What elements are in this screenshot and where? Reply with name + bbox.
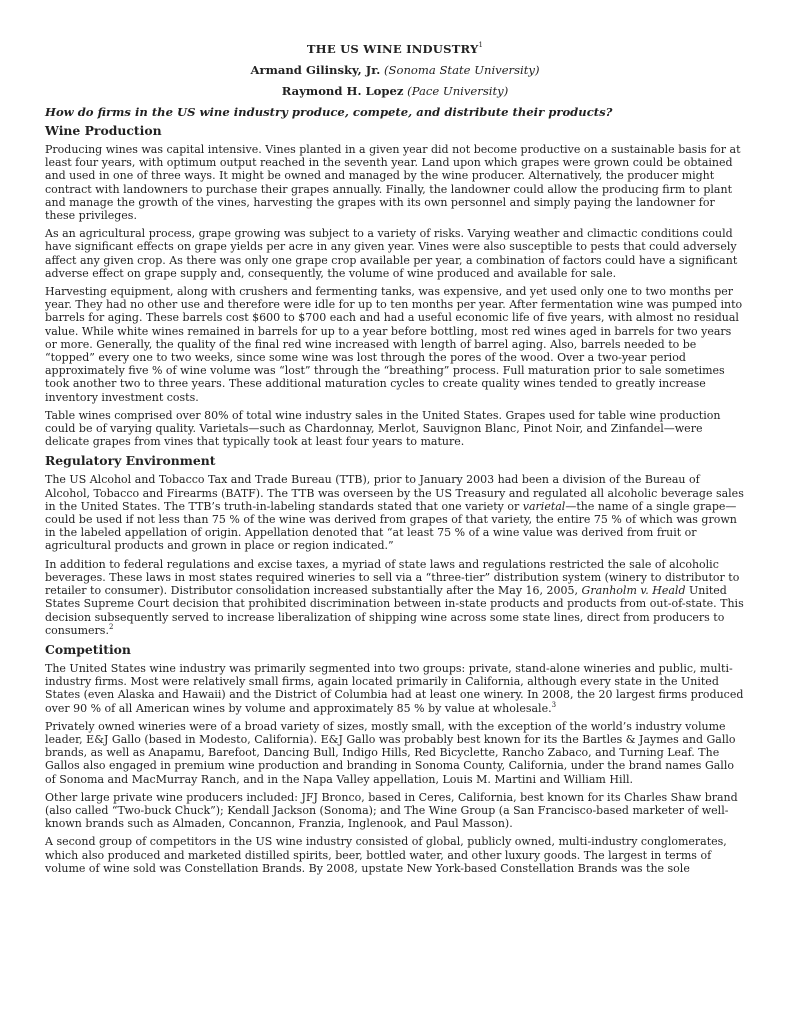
paragraph: As an agricultural process, grape growing was subject to a variety of risks. Varying weather and climactic conditions could have significant effects on grape yields per acre in any given year. Vines were also susceptible to pests that could adversely affect any given crop. As there was only one grape crop available per year, a combination of factors could have a significant adverse effect on grape supply and, consequently, the volume of wine produced and available for sale. — [45, 227, 738, 280]
title-footnote-marker[interactable]: 1 — [478, 41, 484, 49]
paragraph — [45, 662, 745, 715]
author-name: Raymond H. Lopez — [281, 84, 404, 98]
document-title — [45, 38, 745, 57]
text-run: The US Alcohol and Tobacco Tax and Trade Bureau (TTB), prior to January 2003 had been a division of the Bureau of Alcohol, Tobacco and Firearms (BATF). The TTB was overseen by the US Treasury and regulated all alcoholic beverage sales in the United States. The TTB’s truth-in-labeling standards stated that one variety or — [45, 473, 744, 513]
text-run: The United States wine industry was primarily segmented into two groups: private, stand-alone wineries and public, multi-industry firms. Most were relatively small firms, again located primarily in California, although every state in the United States (even Alaska and Hawaii) and the District of Columbia had at least one winery. In 2008, the 20 largest firms produced over 90 % of all American wines by volume and approximately 85 % by value at wholesale. — [45, 661, 744, 715]
paragraph — [45, 558, 745, 637]
author-affiliation: (Sonoma State University) — [384, 63, 540, 77]
text-run: —the name of a single grape—could be used if not less than 75 % of the wine was derived from grapes of that variety, the entire 75 % of which was grown in the labeled appellation of origin. Appellation denoted that “at least 75 % of a wine value was derived from fruit or agricultural products and grown in place or region indicated.” — [45, 499, 737, 553]
paragraph: Table wines comprised over 80% of total wine industry sales in the United States. Grapes used for table wine production could be of varying quality. Varietals—such as Chardonnay, Merlot, Sauvignon Blanc, Pinot Noir, and Zinfandel—were delicate grapes from vines that typically took at least four years to mature. — [45, 408, 721, 449]
footnote-marker[interactable]: 2 — [108, 622, 114, 631]
title-text: THE US WINE INDUSTRY — [306, 42, 479, 56]
paragraph: Other large private wine producers included: JFJ Bronco, based in Ceres, California, best known for its Charles Shaw brand (also called “Two-buck Chuck”); Kendall Jackson (Sonoma); and The Wine Group (a San Francisco-based marketer of well-known brands such as Almaden, Concannon, Franzia, Inglenook, and Paul Masson). — [45, 790, 738, 831]
author-line-2 — [45, 84, 745, 99]
author-name: Armand Gilinsky, Jr. — [250, 63, 381, 77]
paragraph — [45, 473, 745, 552]
paragraph: A second group of competitors in the US wine industry consisted of global, publicly owned, multi-industry conglomerates, which also produced and marketed distilled spirits, beer, bottled water, and other luxury goods. The largest in terms of volume of wine sold was Constellation Brands. By 2008, upstate New York-based Constellation Brands was the sole — [45, 835, 727, 875]
section-heading-regulatory-environment: Regulatory Environment — [45, 453, 216, 469]
guiding-question: How do firms in the US wine industry produce, compete, and distribute their products? — [45, 105, 613, 119]
document-page — [45, 38, 745, 880]
section-heading-competition: Competition — [45, 641, 131, 657]
author-line-1 — [45, 63, 745, 78]
paragraph: Producing wines was capital intensive. Vines planted in a given year did not become productive on a sustainable basis for at least four years, with optimum output reached in the seventh year. Land upon which grapes were grown could be obtained and used in one of three ways. It might be owned and managed by the wine producer. Alternatively, the producer might contract with landowners to purchase their grapes annually. Finally, the landowner could allow the producing firm to plant and manage the growth of the vines, harvesting the grapes with its own personnel and simply paying the landowner for these privileges. — [45, 143, 741, 223]
emphasis-text: varietal — [522, 499, 566, 513]
paragraph: Harvesting equipment, along with crushers and fermenting tanks, was expensive, and yet used only one to two months per year. They had no other use and therefore were idle for up to ten months per year. After fermentation wine was pumped into barrels for aging. These barrels cost $600 to $700 each and had a useful economic life of five years, with almost no residual value. While white wines remained in barrels for up to a year before bottling, most red wines aged in barrels for two years or more. Generally, the quality of the final red wine increased with length of barrel aging. Also, barrels needed to be “topped” every one to two weeks, since some wine was lost through the pores of the wood. Over a two-year period approximately five % of wine volume was “lost” through the “breathing” process. Full maturation prior to sale sometimes took another two to three years. These additional maturation cycles to create quality wines tended to greatly increase inventory investment costs. — [45, 285, 743, 404]
footnote-marker[interactable]: 3 — [551, 700, 557, 709]
section-heading-wine-production: Wine Production — [45, 123, 162, 138]
paragraph: Privately owned wineries were of a broad variety of sizes, mostly small, with the exception of the world’s industry volume leader, E&J Gallo (based in Modesto, California). E&J Gallo was probably best known for its the Bartles & Jaymes and Gallo brands, as well as Anapamu, Barefoot, Dancing Bull, Indigo Hills, Red Bicyclette, Rancho Zabaco, and Turning Leaf. The Gallos also engaged in premium wine production and branding in Sonoma County, California, under the brand names Gallo of Sonoma and MacMurray Ranch, and in the Napa Valley appellation, Louis M. Martini and William Hill. — [45, 719, 736, 786]
text-run: In addition to federal regulations and excise taxes, a myriad of state laws and regulations restricted the sale of alcoholic beverages. These laws in most states required wineries to sell via a “three-tier” distribution system (winery to distributor to retailer to consumer). Distributor consolidation increased substantially after the May 16, 2005, — [45, 557, 740, 598]
text-run: United States Supreme Court decision that prohibited discrimination between in-state products and products from out-of-state. This decision subsequently served to increase liberalization of shipping wine across some state lines, direct from producers to consumers. — [45, 584, 744, 637]
case-name: Granholm v. Heald — [581, 584, 686, 598]
author-affiliation: (Pace University) — [407, 84, 509, 98]
